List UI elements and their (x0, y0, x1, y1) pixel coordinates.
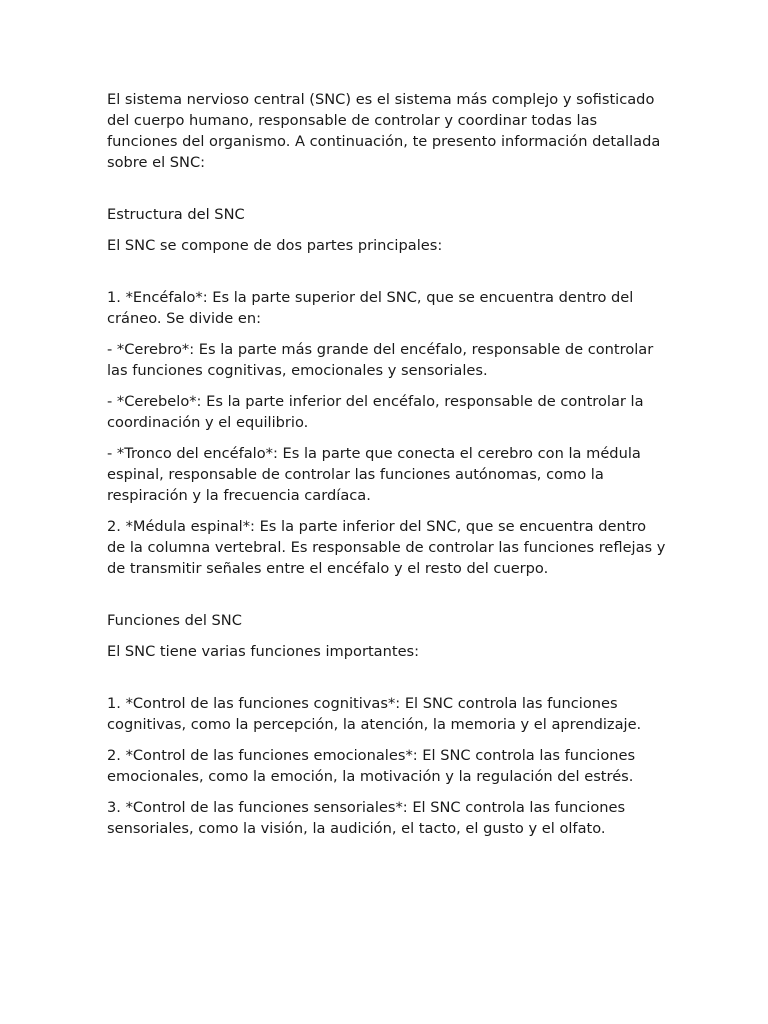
list-item: - *Cerebelo*: Es la parte inferior del encéfalo, responsable de controlar la coordinación y el equilibrio. (107, 393, 644, 431)
list-item: 3. *Control de las funciones sensoriales*: El SNC controla las funciones sensoriales, como la visión, la audición, el tacto, el gusto y el olfato. (107, 799, 626, 837)
list-item: 2. *Control de las funciones emocionales*: El SNC controla las funciones emocionales, como la emoción, la motivación y la regulación del estrés. (107, 747, 636, 785)
section-lead-functions: El SNC tiene varias funciones importantes: (107, 643, 420, 660)
list-item: 2. *Médula espinal*: Es la parte inferior del SNC, que se encuentra dentro de la columna vertebral. Es responsable de controlar las funciones reflejas y de transmitir señales entre el encéfalo y el resto del cuerpo. (107, 518, 666, 577)
list-item: 1. *Control de las funciones cognitivas*: El SNC controla las funciones cognitivas, como la percepción, la atención, la memoria y el aprendizaje. (107, 695, 642, 733)
section-heading-structure: Estructura del SNC (107, 206, 245, 223)
list-item: 1. *Encéfalo*: Es la parte superior del SNC, que se encuentra dentro del cráneo. Se divide en: (107, 289, 634, 327)
list-item: - *Cerebro*: Es la parte más grande del encéfalo, responsable de controlar las funciones cognitivas, emocionales y sensoriales. (107, 341, 654, 379)
list-item: - *Tronco del encéfalo*: Es la parte que conecta el cerebro con la médula espinal, responsable de controlar las funciones autónomas, como la respiración y la frecuencia cardíaca. (107, 445, 641, 504)
intro-paragraph: El sistema nervioso central (SNC) es el sistema más complejo y sofisticado del cuerpo humano, responsable de controlar y coordinar todas las funciones del organismo. A continuación, te presento información detallada sobre el SNC: (107, 91, 661, 171)
section-heading-functions: Funciones del SNC (107, 612, 242, 629)
document-page (107, 89, 667, 849)
section-lead-structure: El SNC se compone de dos partes principales: (107, 237, 443, 254)
